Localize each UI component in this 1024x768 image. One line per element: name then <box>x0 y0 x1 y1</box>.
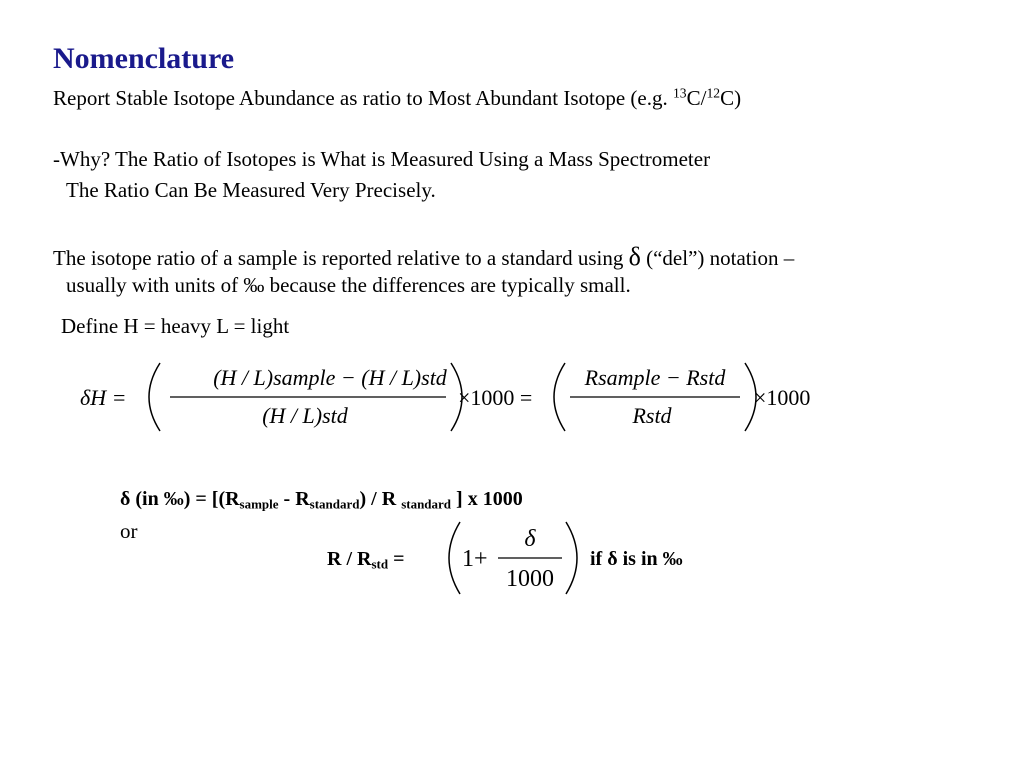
eq3-one-plus: 1+ <box>462 546 488 572</box>
eq2-sub-standard: standard <box>309 496 360 512</box>
intro-text: Report Stable Isotope Abundance as ratio to Most Abundant Isotope (e.g. <box>53 86 673 110</box>
delta-permil-formula <box>120 488 523 511</box>
eq2-mid: - R <box>278 488 310 510</box>
eq2-mid2: ) / R <box>359 488 402 510</box>
eq2-sub-sample: sample <box>239 496 279 512</box>
eq3-lhs-post: = <box>388 548 405 570</box>
eq1-left-paren <box>149 363 160 431</box>
intro-line <box>53 86 741 111</box>
element-c-close: C) <box>720 86 742 110</box>
delta-paragraph-line-2: usually with units of ‰ because the differences are typically small. <box>66 273 631 297</box>
eq2-pre: δ (in ‰) = [(R <box>120 488 240 510</box>
mass-number-13: 13 <box>672 85 687 101</box>
why-line-2: The Ratio Can Be Measured Very Precisely. <box>66 178 436 202</box>
eq2-post: ] x 1000 <box>451 488 523 510</box>
delta-para-post: (“del”) notation – <box>640 246 795 270</box>
eq3-lhs-sub: std <box>371 556 389 572</box>
eq1-times-1000-2: ×1000 <box>754 385 811 410</box>
eq3-numerator: δ <box>524 526 536 552</box>
eq1-numerator: (H / L)sample − (H / L)std <box>213 365 447 390</box>
eq1-numerator-2: Rsample − Rstd <box>584 365 726 390</box>
eq3-left-paren <box>449 522 460 594</box>
eq1-times-1000: ×1000 = <box>458 385 533 410</box>
delta-paragraph-line-1 <box>53 242 794 272</box>
eq1-denominator-2: Rstd <box>632 403 672 428</box>
define-line: Define H = heavy L = light <box>61 314 290 338</box>
mass-number-12: 12 <box>706 85 721 101</box>
why-line-1: -Why? The Ratio of Isotopes is What is Measured Using a Mass Spectrometer <box>53 147 711 171</box>
eq1-lhs: δH = <box>80 385 127 410</box>
eq3-denominator: 1000 <box>506 566 554 592</box>
eq3-right-paren <box>566 522 577 594</box>
delta-formula <box>60 355 860 440</box>
ratio-condition: if δ is in ‰ <box>590 548 683 570</box>
element-c: C/ <box>686 86 707 110</box>
eq2-sub-standard-2: standard <box>401 496 452 512</box>
eq1-denominator: (H / L)std <box>262 403 348 428</box>
delta-symbol: δ <box>628 242 641 271</box>
eq3-lhs-pre: R / R <box>327 548 372 570</box>
eq1-left-paren-2 <box>554 363 565 431</box>
ratio-formula <box>440 518 590 598</box>
or-text: or <box>120 519 138 543</box>
ratio-lhs <box>327 548 404 571</box>
delta-para-pre: The isotope ratio of a sample is reported relative to a standard using <box>53 246 629 270</box>
page-title: Nomenclature <box>53 42 235 75</box>
